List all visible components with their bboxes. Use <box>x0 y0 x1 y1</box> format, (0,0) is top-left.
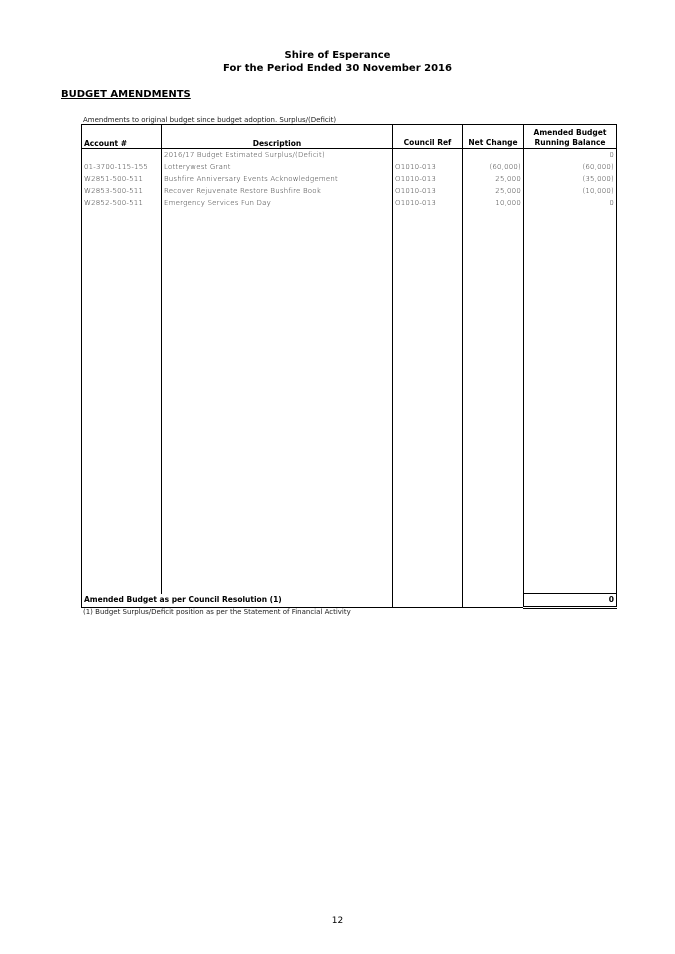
cell-account: W2852-500-511 <box>82 197 162 209</box>
cell-description: Emergency Services Fun Day <box>162 197 393 209</box>
cell-balance: (60,000) <box>524 161 617 173</box>
cell-description: Bushfire Anniversary Events Acknowledgement <box>162 173 393 185</box>
col-header-council-ref: Council Ref <box>393 125 463 149</box>
col-header-balance-line2: Running Balance <box>534 138 606 147</box>
table-row <box>82 161 617 173</box>
cell-council-ref <box>393 149 463 162</box>
table-row <box>82 185 617 197</box>
cell-description: Recover Rejuvenate Restore Bushfire Book <box>162 185 393 197</box>
table-row <box>82 173 617 185</box>
cell-balance: (10,000) <box>524 185 617 197</box>
cell-net-change: 25,000 <box>463 173 524 185</box>
report-title: Shire of Esperance <box>284 50 391 61</box>
table-note: Amendments to original budget since budget adoption. Surplus/(Deficit) <box>83 116 337 124</box>
col-header-running-balance <box>524 125 617 149</box>
table-row <box>82 197 617 209</box>
col-header-account: Account # <box>82 125 162 149</box>
col-header-net-change: Net Change <box>463 125 524 149</box>
cell-description: 2016/17 Budget Estimated Surplus/(Deficit) <box>162 149 393 162</box>
col-header-description: Description <box>162 125 393 149</box>
col-header-balance-line1: Amended Budget <box>533 128 607 137</box>
cell-council-ref: O1010-013 <box>393 185 463 197</box>
cell-account <box>82 149 162 162</box>
report-period: For the Period Ended 30 November 2016 <box>223 63 452 74</box>
cell-description: Lotterywest Grant <box>162 161 393 173</box>
cell-balance: (35,000) <box>524 173 617 185</box>
page-number: 12 <box>331 916 344 926</box>
total-label: Amended Budget as per Council Resolution (1) <box>82 594 393 608</box>
cell-balance: 0 <box>524 149 617 162</box>
cell-account: 01-3700-115-155 <box>82 161 162 173</box>
cell-account: W2853-500-511 <box>82 185 162 197</box>
table-empty-area <box>82 209 617 594</box>
cell-net-change <box>463 149 524 162</box>
cell-net-change: 25,000 <box>463 185 524 197</box>
section-heading: BUDGET AMENDMENTS <box>61 89 191 100</box>
budget-amendments-table <box>81 124 617 609</box>
table-total-row <box>82 594 617 608</box>
footnote: (1) Budget Surplus/Deficit position as per the Statement of Financial Activity <box>83 608 351 616</box>
table-row <box>82 149 617 162</box>
cell-council-ref: O1010-013 <box>393 173 463 185</box>
total-value: 0 <box>524 594 617 608</box>
cell-net-change: 10,000 <box>463 197 524 209</box>
table-header-row <box>82 125 617 149</box>
cell-net-change: (60,000) <box>463 161 524 173</box>
cell-balance: 0 <box>524 197 617 209</box>
cell-council-ref: O1010-013 <box>393 197 463 209</box>
cell-council-ref: O1010-013 <box>393 161 463 173</box>
cell-account: W2851-500-511 <box>82 173 162 185</box>
